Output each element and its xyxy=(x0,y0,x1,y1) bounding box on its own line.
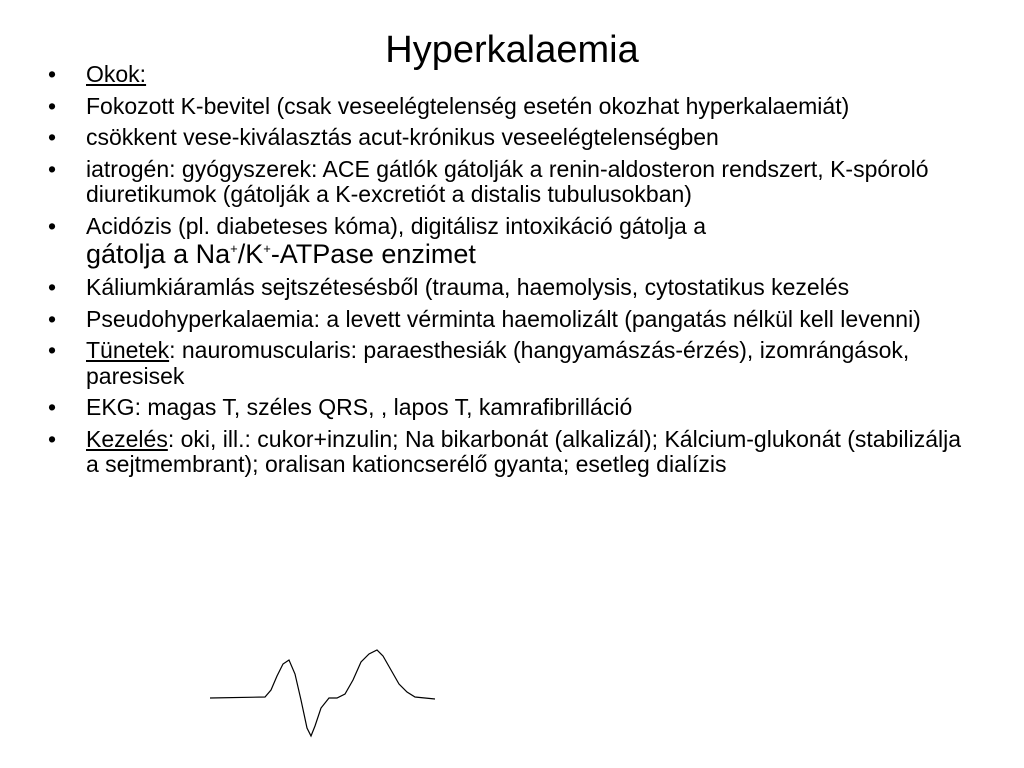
bullet-iatrogenic: • iatrogén: gyógyszerek: ACE gátlók gátolják a renin-aldosteron rendszert, K-spóroló diuretikumok (gátolják a K-excretiót a distalis tubulusokban) xyxy=(48,157,968,208)
bullet-treatment xyxy=(48,427,968,478)
ecg-waveform-icon xyxy=(205,640,440,745)
atpase-part-a: gátolja a Na xyxy=(86,239,231,269)
bullet-ecg: • EKG: magas T, széles QRS, , lapos T, kamrafibrilláció xyxy=(48,395,968,421)
symptoms-heading: Tünetek xyxy=(86,337,170,363)
causes-heading: Okok: xyxy=(86,61,147,87)
slide-title: Hyperkalaemia xyxy=(385,29,639,71)
acidosis-line: Acidózis (pl. diabeteses kóma), digitálisz intoxikáció gátolja a xyxy=(86,212,707,239)
bullet-potassium-release: • Káliumkiáramlás sejtszétesésből (trauma, haemolysis, cytostatikus kezelés xyxy=(48,275,968,301)
bullet-renal-excretion: • csökkent vese-kiválasztás acut-krónikus veseelégtelenségben xyxy=(48,125,968,151)
bullet-intake: • Fokozott K-bevitel (csak veseelégtelenség esetén okozhat hyperkalaemiát) xyxy=(48,94,968,120)
bullet-acidosis xyxy=(48,214,968,270)
treatment-heading: Kezelés xyxy=(86,425,168,452)
atpase-part-b: /K xyxy=(237,239,264,269)
sup-plus-a: + xyxy=(230,241,238,256)
bullet-causes xyxy=(48,62,968,88)
bullet-list xyxy=(48,62,968,484)
bullet-symptoms xyxy=(48,338,968,389)
atpase-part-c: -ATPase enzimet xyxy=(270,239,476,269)
symptoms-text: : nauromuscularis: paraesthesiák (hangyamászás-érzés), izomrángások, paresisek xyxy=(86,337,910,389)
bullet-pseudohyperkalaemia: • Pseudohyperkalaemia: a levett vérminta haemolizált (pangatás nélkül kell levenni) xyxy=(48,307,968,333)
sup-plus-b: + xyxy=(263,241,271,256)
treatment-text: : oki, ill.: cukor+inzulin; Na bikarbonát (alkalizál); Kálcium-glukonát (stabilizálja a sejtmembrant); oralisan kationcserélő gyanta; esetleg dialízis xyxy=(86,425,962,477)
atpase-line xyxy=(86,239,476,269)
